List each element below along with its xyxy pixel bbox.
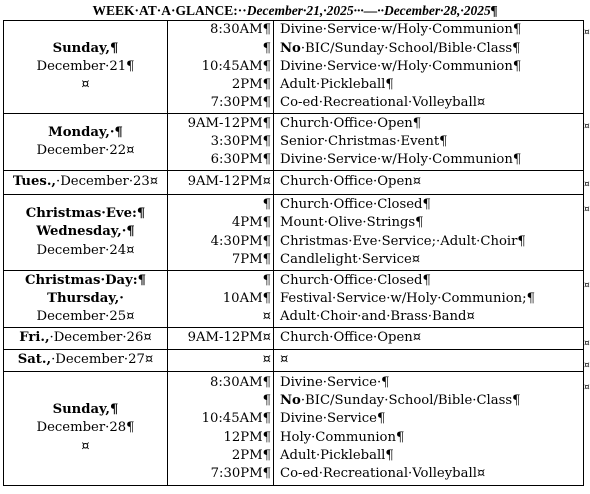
- day-name: Monday,·¶: [48, 124, 123, 140]
- time-entry: 2PM¶: [231, 447, 271, 463]
- event-entry: Church·Office·Closed¶: [280, 272, 431, 288]
- day-name-date: [4, 351, 167, 369]
- cell-end-mark: ¤: [81, 438, 90, 454]
- time-entry: 9AM-12PM¶: [187, 115, 271, 131]
- event-entry: Senior·Christmas·Event¶: [280, 133, 448, 149]
- day-cell: [4, 328, 168, 350]
- day-date: December·21¶: [36, 58, 135, 74]
- event-entry: Festival·Service·w/Holy·Communion;¶: [280, 290, 535, 306]
- time-cell: [168, 350, 274, 372]
- time-entry: 9AM-12PM¤: [187, 174, 271, 190]
- event-cell: [274, 271, 584, 328]
- day-name-date: [4, 173, 167, 191]
- day-name: Wednesday,·¶: [36, 224, 135, 240]
- event-entry: Holy·Communion¶: [280, 429, 405, 445]
- day-name: Sat.,: [17, 352, 52, 368]
- event-cell: [274, 171, 584, 195]
- table-row: [4, 271, 584, 328]
- table-row: [4, 21, 584, 114]
- event-entry: Candlelight·Service¤: [280, 251, 421, 267]
- day-name: Sunday,¶: [52, 402, 119, 418]
- time-entry: 9AM-12PM¤: [187, 330, 271, 346]
- time-entry: 7:30PM¶: [210, 466, 271, 482]
- event-entry: Church·Office·Open¤: [280, 174, 422, 190]
- time-entry: ¶: [262, 196, 271, 212]
- table-row: [4, 350, 584, 372]
- row-end-mark: ¤: [584, 281, 590, 291]
- cell-end-mark: ¤: [81, 77, 90, 93]
- day-name: Sunday,¶: [52, 40, 119, 56]
- event-entry: Christmas·Eve·Service;·Adult·Choir¶: [280, 233, 526, 249]
- time-cell: [168, 114, 274, 171]
- day-date: ·December·23¤: [56, 174, 159, 190]
- time-cell: [168, 372, 274, 486]
- row-end-mark: ¤: [584, 361, 590, 371]
- row-end-mark: ¤: [584, 339, 590, 349]
- day-name: Thursday,·: [47, 290, 124, 306]
- week-schedule-table: [3, 20, 584, 486]
- day-cell: [4, 21, 168, 114]
- event-entry: Adult·Pickleball¶: [280, 77, 394, 93]
- time-entry: 10:45AM¶: [201, 58, 271, 74]
- time-entry: ¶: [262, 392, 271, 408]
- time-cell: [168, 21, 274, 114]
- time-entry: 8:30AM¶: [209, 22, 271, 38]
- time-cell: [168, 271, 274, 328]
- event-cell: [274, 21, 584, 114]
- time-entry: 10:45AM¶: [201, 411, 271, 427]
- time-entry: 6:30PM¶: [210, 152, 271, 168]
- row-end-mark: ¤: [584, 180, 590, 190]
- time-entry: ¶: [262, 272, 271, 288]
- day-cell: [4, 271, 168, 328]
- event-entry: Mount·Olive·Strings¶: [280, 215, 424, 231]
- day-name-date: [4, 329, 167, 347]
- event-cell: [274, 350, 584, 372]
- time-entry: 2PM¶: [231, 77, 271, 93]
- event-entry: Divine·Service¶: [280, 411, 386, 427]
- day-cell: [4, 171, 168, 195]
- day-date: December·28¶: [36, 420, 135, 436]
- event-cell: [274, 372, 584, 486]
- day-holiday: Christmas·Day:¶: [25, 272, 146, 288]
- time-entry: 12PM¶: [223, 429, 271, 445]
- event-entry: No·BIC/Sunday·School/Bible·Class¶: [280, 40, 521, 56]
- day-cell: [4, 350, 168, 372]
- row-end-mark: ¤: [584, 122, 590, 132]
- time-cell: [168, 171, 274, 195]
- day-date: ·December·26¤: [49, 330, 152, 346]
- time-entry: 4PM¶: [231, 215, 271, 231]
- event-entry: Adult·Pickleball¶: [280, 447, 394, 463]
- event-entry: Church·Office·Closed¶: [280, 196, 431, 212]
- table-row: [4, 171, 584, 195]
- row-end-mark: ¤: [584, 28, 590, 38]
- page-title: [0, 2, 590, 20]
- time-cell: [168, 195, 274, 271]
- event-entry: Divine·Service·w/Holy·Communion¶: [280, 58, 522, 74]
- row-end-mark: ¤: [584, 205, 590, 215]
- event-cell: [274, 195, 584, 271]
- time-entry: 8:30AM¶: [209, 374, 271, 390]
- event-cell: [274, 114, 584, 171]
- table-row: [4, 328, 584, 350]
- day-date: ·December·27¤: [51, 352, 154, 368]
- day-cell: [4, 372, 168, 486]
- event-entry: Church·Office·Open¶: [280, 115, 422, 131]
- day-holiday: Christmas·Eve:¶: [25, 206, 146, 222]
- table-row: [4, 195, 584, 271]
- time-cell: [168, 328, 274, 350]
- title-text: WEEK·AT·A·GLANCE:··: [92, 3, 247, 18]
- day-date: December·22¤: [36, 143, 135, 158]
- time-entry: 7:30PM¶: [210, 95, 271, 111]
- time-entry: ¤: [262, 352, 271, 368]
- time-entry: 7PM¶: [231, 251, 271, 267]
- day-date: December·24¤: [36, 242, 135, 258]
- event-entry: Church·Office·Open¤: [280, 330, 422, 346]
- day-name: Fri.,: [19, 330, 50, 346]
- row-end-mark: ¤: [584, 383, 590, 393]
- event-entry: Divine·Service·w/Holy·Communion¶: [280, 152, 522, 168]
- event-entry: Co-ed·Recreational·Volleyball¤: [280, 466, 486, 482]
- time-entry: 4:30PM¶: [210, 233, 271, 249]
- time-entry: ¶: [262, 40, 271, 56]
- title-dates: December·21,·2025···—··December·28,·2025¶: [246, 3, 498, 18]
- event-entry: Co-ed·Recreational·Volleyball¤: [280, 95, 486, 111]
- event-cell: [274, 328, 584, 350]
- table-row: [4, 372, 584, 486]
- table-row: [4, 114, 584, 171]
- event-entry: ¤: [280, 352, 289, 368]
- event-entry: Adult·Choir·and·Brass·Band¤: [280, 309, 475, 325]
- day-date: December·25¤: [36, 309, 135, 325]
- time-entry: 3:30PM¶: [210, 133, 271, 149]
- event-entry: No·BIC/Sunday·School/Bible·Class¶: [280, 392, 521, 408]
- event-entry: Divine·Service·w/Holy·Communion¶: [280, 22, 522, 38]
- time-entry: ¤: [262, 309, 271, 325]
- day-name: Tues.,: [12, 174, 56, 190]
- event-entry: Divine·Service·¶: [280, 374, 390, 390]
- day-cell: [4, 195, 168, 271]
- time-entry: 10AM¶: [222, 290, 271, 306]
- day-cell: [4, 114, 168, 171]
